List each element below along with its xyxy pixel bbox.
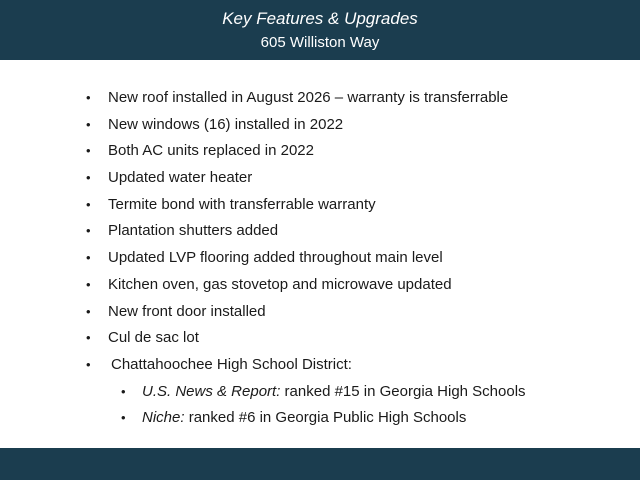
feature-text: Termite bond with transferrable warranty <box>108 195 376 213</box>
feature-item <box>0 299 640 326</box>
bullet-icon: • <box>86 116 91 132</box>
ranking-text: ranked #6 in Georgia Public High Schools <box>184 409 467 427</box>
bullet-icon: • <box>121 383 126 399</box>
school-ranking-item <box>0 405 640 432</box>
ranking-source: Niche: <box>142 409 185 427</box>
feature-text: Updated water heater <box>108 169 253 187</box>
bullet-icon: • <box>86 330 91 346</box>
slide-footer-bar <box>0 448 640 480</box>
feature-list <box>0 85 640 432</box>
feature-item <box>0 85 640 112</box>
feature-text: Updated LVP flooring added throughout main level <box>108 249 443 267</box>
bullet-icon: • <box>121 410 126 426</box>
bullet-icon: • <box>86 90 91 105</box>
bullet-icon: • <box>86 196 91 212</box>
feature-text: Plantation shutters added <box>108 222 279 240</box>
feature-item <box>0 325 640 352</box>
feature-text: New windows (16) installed in 2022 <box>108 115 344 133</box>
feature-text: Kitchen oven, gas stovetop and microwave updated <box>108 275 452 293</box>
feature-text: Cul de sac lot <box>108 329 199 347</box>
ranking-text: ranked #15 in Georgia High Schools <box>280 382 526 400</box>
bullet-icon: • <box>86 356 91 372</box>
school-ranking-item <box>0 379 640 406</box>
feature-text: Both AC units replaced in 2022 <box>108 142 314 160</box>
feature-item <box>0 165 640 192</box>
feature-text: New front door installed <box>108 302 266 320</box>
feature-item <box>0 272 640 299</box>
feature-item <box>0 218 640 245</box>
feature-item <box>0 112 640 139</box>
bullet-icon: • <box>86 276 91 292</box>
feature-item <box>0 138 640 165</box>
school-district-item <box>0 352 640 379</box>
slide-title: Key Features & Upgrades <box>222 9 418 28</box>
bullet-icon: • <box>86 303 91 319</box>
slide-header <box>0 0 640 60</box>
bullet-icon: • <box>86 170 91 186</box>
property-address: 605 Williston Way <box>260 34 380 51</box>
bullet-icon: • <box>86 250 91 266</box>
feature-text: New roof installed in August 2026 – warranty is transferrable <box>108 89 509 106</box>
bullet-icon: • <box>86 223 91 239</box>
school-district-label: Chattahoochee High School District: <box>111 355 352 373</box>
bullet-icon: • <box>86 143 91 159</box>
feature-item <box>0 245 640 272</box>
ranking-source: U.S. News & Report: <box>142 382 281 400</box>
feature-item <box>0 192 640 219</box>
